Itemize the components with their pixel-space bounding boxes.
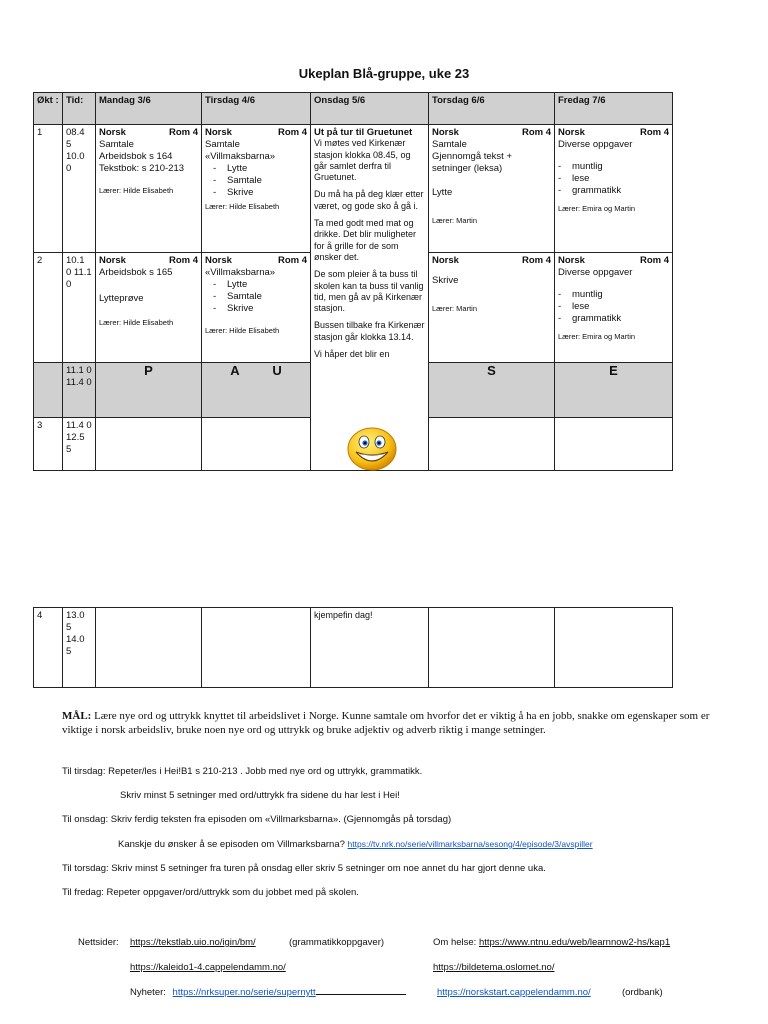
okt-cell [34,363,63,418]
room-label: Rom 4 [639,255,669,266]
nettsider-label: Nettsider: [78,937,119,948]
okt-cell: 3 [34,418,63,471]
empty-cell [202,608,311,688]
homework-text: Kanskje du ønsker å se episoden om Villmarksbarna? [118,839,345,850]
pause-letter: A [230,363,240,378]
room-label: Rom 4 [521,127,551,138]
time-cell: 08.4 5 10.0 0 [63,125,96,253]
bildetema-link[interactable]: https://bildetema.oslomet.no/ [433,962,555,973]
cell-line: Samtale [99,139,134,150]
trip-paragraph: Vi møtes ved Kirkenær stasjon klokka 08.45, og går samlet derfra til Gruetunet. [314,138,411,183]
subject-label: Norsk [99,127,126,138]
week-plan-table-continued [33,607,673,688]
list-item: - Skrive [227,303,307,315]
teacher-label: Lærer: Hilde Elisabeth [205,326,280,335]
okt-cell: 2 [34,253,63,363]
helse-line [433,937,670,948]
room-label: Rom 4 [521,255,551,266]
norskstart-note: (ordbank) [622,987,663,998]
cell-line: Arbeidsbok s 164 [99,151,173,162]
cell-line: Samtale [432,139,467,150]
list-item: - grammatikk [572,185,669,197]
friday-cell [555,125,673,253]
header-okt: Økt : [34,93,63,125]
list-item: - Skrive [227,187,307,199]
subject-label: Norsk [432,127,459,138]
pause-letter: S [429,363,555,418]
room-label: Rom 4 [168,127,198,138]
empty-cell [555,418,673,471]
trip-paragraph: De som pleier å ta buss til skolen kan ta buss til vanlig tid, men gå av på Kirkenær stasjon. [314,269,424,314]
goal-text: Lære nye ord og uttrykk knyttet til arbeidslivet i Norge. Kunne samtale om hvorfor det er viktig å ha en jobb, snakke om egenskaper som er viktige i norsk arbeidsliv, bruke noen nye ord og uttrykk og bruke adjektiv og adverb riktig i mange setninger. [62,710,710,736]
empty-cell [555,608,673,688]
empty-cell [429,608,555,688]
list-item: - Lytte [227,279,307,291]
homework-tuesday-2: Skriv minst 5 setninger med ord/uttrykk fra sidene du har lest i Hei! [120,790,400,801]
list-item: - Lytte [227,163,307,175]
goal-label: MÅL: [62,710,92,722]
header-monday: Mandag 3/6 [96,93,202,125]
page-title: Ukeplan Blå-gruppe, uke 23 [298,66,470,81]
cell-line: Gjennomgå tekst + setninger (leksa) [432,151,513,174]
teacher-label: Lærer: Martin [432,216,478,225]
list-item: - Samtale [227,175,307,187]
okt-cell: 4 [34,608,63,688]
list-item: - muntlig [572,289,669,301]
trip-paragraph: Ta med godt med mat og drikke. Det blir muligheter for å grille for de som ønsker det. [314,218,417,262]
pause-letter: U [272,363,282,378]
supernytt-link[interactable]: https://nrksuper.no/serie/supernytt [172,987,316,998]
thursday-cell [429,253,555,363]
nyheter-line [130,987,406,998]
trip-paragraph: Bussen tilbake fra Kirkenær stasjon går klokka 13.14. [314,320,425,342]
homework-wednesday-2 [118,839,593,850]
list-item: - grammatikk [572,313,669,325]
cell-line: Arbeidsbok s 165 [99,267,173,278]
tekstlab-link[interactable]: https://tekstlab.uio.no/igin/bm/ [130,937,256,948]
teacher-label: Lærer: Hilde Elisabeth [99,186,174,195]
header-thursday: Torsdag 6/6 [429,93,555,125]
thursday-cell [429,125,555,253]
cell-line: Skrive [432,275,459,286]
monday-cell [96,125,202,253]
teacher-label: Lærer: Emira og Martin [558,332,636,341]
teacher-label: Lærer: Martin [432,304,478,313]
trip-paragraph: Vi håper det blir en [314,349,390,360]
subject-label: Norsk [99,255,126,266]
cell-line: Samtale [205,139,240,150]
teacher-label: Lærer: Hilde Elisabeth [99,318,174,327]
tekstlab-note: (grammatikkoppgaver) [289,937,385,948]
time-cell: 11.1 0 11.4 0 [63,363,96,418]
room-label: Rom 4 [277,255,307,266]
header-tid: Tid: [63,93,96,125]
table-row [34,125,673,253]
cell-line: «Villmaksbarna» [205,267,276,278]
cell-line: Diverse oppgaver [558,139,633,150]
room-label: Rom 4 [168,255,198,266]
pause-letter: E [555,363,673,418]
homework-thursday: Til torsdag: Skriv minst 5 setninger fra turen på onsdag eller skriv 5 setninger om noe annet du har gjort denne uka. [62,863,546,874]
villmarksbarna-link[interactable]: https://tv.nrk.no/serie/villmarksbarna/sesong/4/episode/3/avspiller [347,839,593,849]
cell-line: Lytte [432,187,453,198]
empty-cell [96,608,202,688]
cell-line: «Villmaksbarna» [205,151,276,162]
trip-paragraph: Du må ha på deg klær etter været, og gode sko å gå i. [314,189,424,211]
table-row [34,608,673,688]
kaleido-link[interactable]: https://kaleido1-4.cappelendamm.no/ [130,962,286,973]
homework-wednesday: Til onsdag: Skriv ferdig teksten fra episoden om «Villmarksbarna». (Gjennomgås på torsdag) [62,814,452,825]
empty-cell [96,418,202,471]
list-item: - lese [572,173,669,185]
list-item: - Samtale [227,291,307,303]
empty-cell [429,418,555,471]
pause-letters [202,363,311,418]
wednesday-cell [311,125,429,471]
subject-label: Norsk [205,255,232,266]
monday-cell [96,253,202,363]
subject-label: Norsk [205,127,232,138]
header-wednesday: Onsdag 5/6 [311,93,429,125]
smiley-icon [346,426,398,472]
tuesday-cell [202,125,311,253]
empty-cell [202,418,311,471]
week-plan-table [33,92,673,471]
friday-cell [555,253,673,363]
helse-label: Om helse: [433,937,477,948]
underline-decoration [316,994,406,995]
nyheter-label: Nyheter: [130,987,166,998]
wednesday-cell: kjempefin dag! [311,608,429,688]
time-cell: 10.1 0 11.1 0 [63,253,96,363]
time-cell: 13.0 5 14.0 5 [63,608,96,688]
teacher-label: Lærer: Hilde Elisabeth [205,202,280,211]
subject-label: Norsk [558,255,585,266]
list-item: - lese [572,301,669,313]
cell-line: Lytteprøve [99,293,144,304]
homework-tuesday: Til tirsdag: Repeter/les i Hei!B1 s 210-213 . Jobb med nye ord og uttrykk, grammatikk. [62,766,423,777]
goal-section [62,709,742,737]
header-tuesday: Tirsdag 4/6 [202,93,311,125]
subject-label: Norsk [432,255,459,266]
okt-cell: 1 [34,125,63,253]
norskstart-link[interactable]: https://norskstart.cappelendamm.no/ [437,987,591,998]
trip-heading: Ut på tur til Gruetunet [314,127,413,138]
header-friday: Fredag 7/6 [555,93,673,125]
teacher-label: Lærer: Emira og Martin [558,204,636,213]
time-cell: 11.4 0 12.5 5 [63,418,96,471]
tuesday-cell [202,253,311,363]
list-item: - muntlig [572,161,669,173]
pause-letter: P [96,363,202,418]
room-label: Rom 4 [277,127,307,138]
room-label: Rom 4 [639,127,669,138]
helse-link[interactable]: https://www.ntnu.edu/web/learnnow2-hs/kap1 [478,937,671,948]
subject-label: Norsk [558,127,585,138]
cell-line: Diverse oppgaver [558,267,633,278]
cell-line: Tekstbok: s 210-213 [99,163,185,174]
homework-friday: Til fredag: Repeter oppgaver/ord/uttrykk som du jobbet med på skolen. [62,887,359,898]
